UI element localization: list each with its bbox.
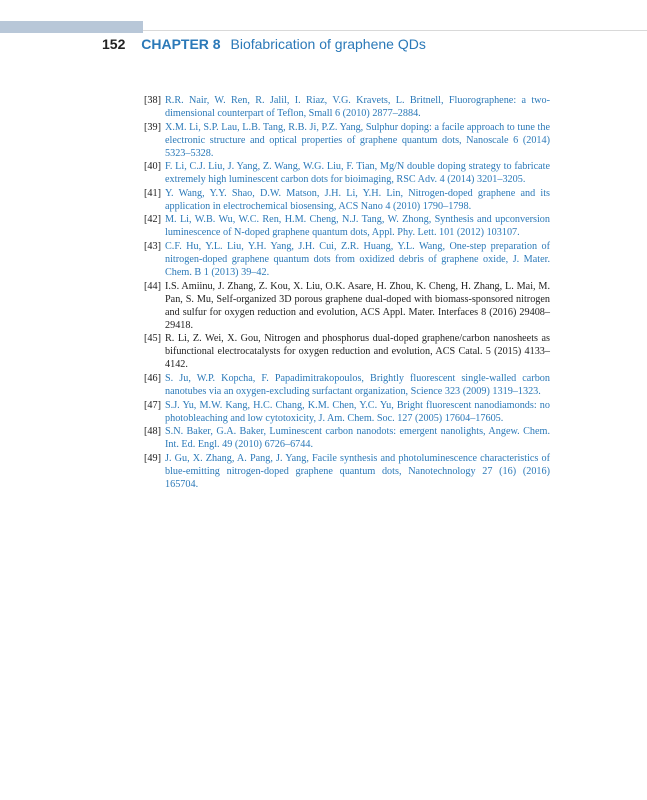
header-rule [143, 30, 647, 31]
reference-number: [42] [144, 214, 161, 226]
reference-item [144, 332, 550, 371]
reference-item [144, 372, 550, 398]
reference-text: I.S. Amiinu, J. Zhang, Z. Kou, X. Liu, O.K. Asare, H. Zhou, K. Cheng, H. Zhang, L. Mai, M. Pan, S. Mu, Self-organized 3D porous graphene dual-doped with biomass-sponsored nitrogen and sulfur for oxygen reduction and evolution, ACS Appl. Mater. Interfaces 8 (2016) 29408–29418. [165, 280, 550, 331]
reference-link[interactable]: R.R. Nair, W. Ren, R. Jalil, I. Riaz, V.G. Kravets, L. Britnell, Fluorographene: a two-dimensional counterpart of Teflon, Small 6 (2010) 2877–2884. [165, 95, 550, 120]
reference-link[interactable]: S. Ju, W.P. Kopcha, F. Papadimitrakopoulos, Brightly fluorescent single-walled carbon nanotubes via an oxygen-excluding surfactant organization, Science 323 (2009) 1319–1323. [165, 372, 550, 398]
chapter-label: CHAPTER 8 [141, 36, 221, 52]
reference-link[interactable]: Y. Wang, Y.Y. Shao, D.W. Matson, J.H. Li, Y.H. Lin, Nitrogen-doped graphene and its application in electrochemical biosensing, ACS Nano 4 (2010) 1790–1798. [165, 187, 550, 212]
reference-number: [45] [144, 333, 161, 345]
reference-item [144, 121, 550, 160]
reference-list [144, 94, 550, 491]
reference-number: [47] [144, 399, 161, 411]
reference-text: R. Li, Z. Wei, X. Gou, Nitrogen and phosphorus dual-doped graphene/carbon nanosheets as bifunctional electrocatalysts for oxygen reduction and evolution, ACS Catal. 5 (2015) 4133–4142. [165, 333, 550, 371]
reference-number: [48] [144, 426, 161, 438]
reference-link[interactable]: M. Li, W.B. Wu, W.C. Ren, H.M. Cheng, N.J. Tang, W. Zhong, Synthesis and upconversion luminescence of N-doped graphene quantum dots, Appl. Phy. Lett. 101 (2012) 103107. [165, 214, 550, 239]
reference-item [144, 425, 550, 451]
reference-number: [39] [144, 121, 161, 133]
reference-item [144, 280, 550, 332]
reference-number: [46] [144, 372, 161, 384]
page-number: 152 [102, 36, 126, 52]
reference-number: [38] [144, 95, 161, 106]
reference-item [144, 399, 550, 425]
reference-link[interactable]: S.N. Baker, G.A. Baker, Luminescent carbon nanodots: emergent nanolights, Angew. Chem. Int. Ed. Engl. 49 (2010) 6726–6744. [165, 426, 550, 451]
header-accent-bar [0, 21, 143, 33]
reference-item [144, 240, 550, 279]
reference-number: [40] [144, 161, 161, 173]
chapter-title: Biofabrication of graphene QDs [230, 36, 426, 52]
reference-link[interactable]: S.J. Yu, M.W. Kang, H.C. Chang, K.M. Chen, Y.C. Yu, Bright fluorescent nanodiamonds: no photobleaching and low cytotoxicity, J. Am. Chem. Soc. 127 (2005) 17604–17605. [165, 399, 550, 424]
reference-item [144, 160, 550, 186]
reference-item [144, 213, 550, 239]
reference-link[interactable]: C.F. Hu, Y.L. Liu, Y.H. Yang, J.H. Cui, Z.R. Huang, Y.L. Wang, One-step preparation of nitrogen-doped graphene quantum dots from oxidized debris of graphene oxide, J. Mater. Chem. B 1 (2013) 39–42. [165, 241, 550, 279]
reference-number: [44] [144, 280, 161, 292]
reference-item [144, 187, 550, 213]
reference-number: [49] [144, 452, 161, 464]
reference-item [144, 94, 550, 120]
reference-link[interactable]: F. Li, C.J. Liu, J. Yang, Z. Wang, W.G. Liu, F. Tian, Mg/N double doping strategy to fabricate extremely high luminescent carbon dots for bioimaging, RSC Adv. 4 (2014) 3201–3205. [165, 161, 550, 186]
running-head [102, 35, 426, 53]
reference-number: [43] [144, 241, 161, 253]
reference-link[interactable]: X.M. Li, S.P. Lau, L.B. Tang, R.B. Ji, P.Z. Yang, Sulphur doping: a facile approach to tune the electronic structure and optical properties of graphene quantum dots, Nanoscale 6 (2014) 5323–5328. [165, 121, 550, 159]
reference-item [144, 452, 550, 491]
reference-number: [41] [144, 187, 161, 199]
reference-link[interactable]: J. Gu, X. Zhang, A. Pang, J. Yang, Facile synthesis and photoluminescence characteristics of blue-emitting nitrogen-doped graphene quantum dots, Nanotechnology 27 (16) (2016) 165704. [165, 452, 550, 490]
